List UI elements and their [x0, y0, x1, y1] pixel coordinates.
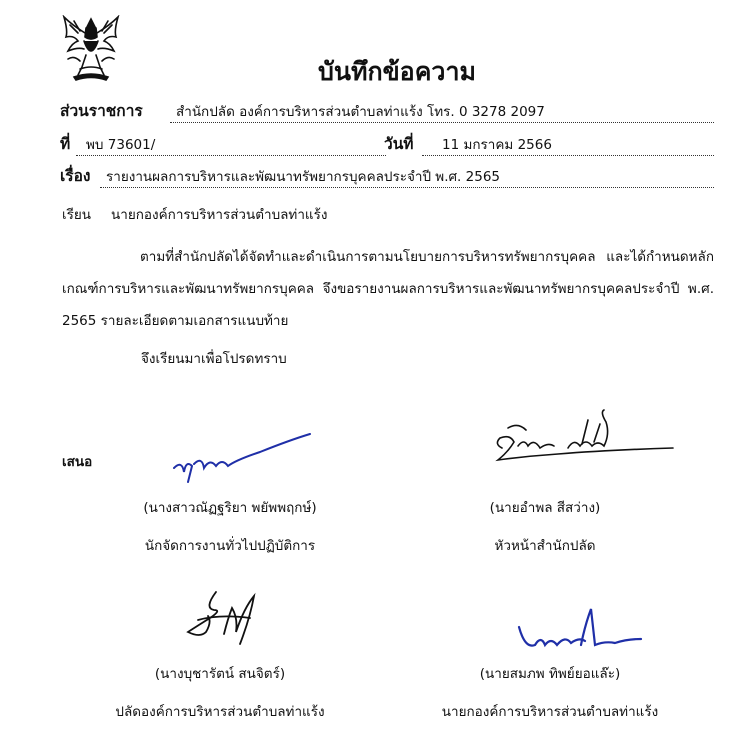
signatory-position: หัวหน้าสำนักปลัด — [494, 538, 596, 554]
subject-value: รายงานผลการบริหารและพัฒนาทรัพยากรบุคคลประจำปี พ.ศ. 2565 — [100, 165, 714, 188]
subject-label: เรื่อง — [60, 167, 91, 185]
present-label: เสนอ — [62, 454, 93, 470]
signature-4 — [515, 605, 645, 660]
signatory-name: (นางบุชารัตน์ สนจิตร์) — [154, 666, 286, 682]
agency-row — [60, 98, 714, 123]
date-label: วันที่ — [384, 135, 414, 153]
signature-1 — [170, 430, 315, 485]
signatory-block-4 — [420, 655, 680, 731]
reference-row — [60, 131, 714, 156]
subject-row — [60, 163, 714, 188]
signatory-name: (นายสมภพ ทิพย์ยอแล๊ะ) — [479, 666, 621, 682]
addressee-name: นายกองค์การบริหารส่วนตำบลท่าแร้ง — [111, 207, 328, 223]
memo-body — [62, 241, 714, 337]
agency-value: สำนักปลัด องค์การบริหารส่วนตำบลท่าแร้ง โทร. 0 3278 2097 — [170, 100, 714, 123]
signatory-position: ปลัดองค์การบริหารส่วนตำบลท่าแร้ง — [115, 704, 325, 720]
reference-label: ที่ — [60, 135, 71, 153]
signatory-block-3 — [90, 655, 350, 731]
body-paragraph: ตามที่สำนักปลัดได้จัดทำและดำเนินการตามนโยบายการบริหารทรัพยากรบุคคล และได้กำหนดหลักเกณฑ์การบริหารและพัฒนาทรัพยากรบุคคล จึงขอรายงานผลการบริหารและพัฒนาทรัพยากรบุคคลประจำปี พ.ศ. 2565 รายละเอียดตามเอกสารแนบท้าย — [62, 249, 714, 329]
agency-label: ส่วนราชการ — [60, 102, 143, 120]
signatory-name: (นายอำพล สีสว่าง) — [489, 500, 601, 516]
date-value: 11 มกราคม 2566 — [422, 133, 714, 156]
signatory-block-2 — [455, 489, 635, 565]
closing-line: จึงเรียนมาเพื่อโปรดทราบ — [141, 351, 287, 367]
signature-2 — [488, 408, 678, 474]
addressee — [62, 203, 327, 225]
reference-number: พบ 73601/ — [76, 133, 386, 156]
signatory-block-1 — [120, 489, 340, 565]
signatory-name: (นางสาวณัฏฐริยา พยัพพฤกษ์) — [143, 500, 317, 516]
addressee-label: เรียน — [62, 207, 92, 223]
signatory-position: นายกองค์การบริหารส่วนตำบลท่าแร้ง — [441, 704, 659, 720]
signature-3 — [180, 588, 280, 654]
signatory-position: นักจัดการงานทั่วไปปฏิบัติการ — [144, 538, 316, 554]
memo-title: บันทึกข้อความ — [318, 57, 476, 86]
